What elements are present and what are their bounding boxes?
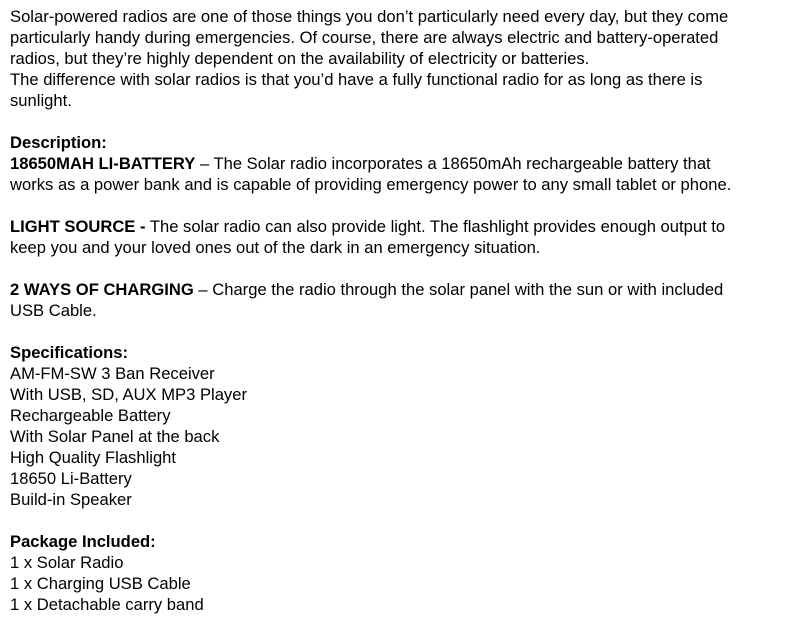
intro-line: particularly handy during emergencies. Of course, there are always electric and battery-operated	[10, 28, 719, 47]
list-item: AM-FM-SW 3 Ban Receiver	[10, 364, 215, 383]
light-feature-line	[10, 216, 811, 237]
specifications-list	[10, 363, 811, 510]
spacer	[10, 321, 811, 342]
battery-feature-line: works as a power bank and is capable of providing emergency power to any small tablet or phone.	[10, 175, 732, 194]
intro-line: radios, but they’re highly dependent on the availability of electricity or batteries.	[10, 49, 590, 68]
intro-line: Solar-powered radios are one of those things you don’t particularly need every day, but they come	[10, 7, 729, 26]
list-item: 1 x Solar Radio	[10, 553, 124, 572]
charging-feature-line: USB Cable.	[10, 301, 97, 320]
package-list	[10, 552, 811, 615]
battery-feature	[10, 153, 811, 195]
battery-feature-title: 18650MAH LI-BATTERY	[10, 154, 196, 173]
light-feature-text: The solar radio can also provide light. The flashlight provides enough output to	[145, 217, 726, 236]
light-feature-title: LIGHT SOURCE -	[10, 217, 146, 236]
spacer	[10, 111, 811, 132]
spacer	[10, 258, 811, 279]
battery-feature-text: – The Solar radio incorporates a 18650mAh rechargeable battery that	[195, 154, 711, 173]
list-item: Build-in Speaker	[10, 490, 132, 509]
spacer	[10, 195, 811, 216]
package-heading: Package Included:	[10, 532, 156, 551]
intro-line: sunlight.	[10, 91, 72, 110]
charging-feature-text: – Charge the radio through the solar panel with the sun or with included	[193, 280, 724, 299]
charging-feature-title: 2 WAYS OF CHARGING	[10, 280, 194, 299]
list-item: With Solar Panel at the back	[10, 427, 220, 446]
charging-feature	[10, 279, 811, 321]
specifications-heading: Specifications:	[10, 343, 129, 362]
list-item: Rechargeable Battery	[10, 406, 171, 425]
charging-feature-line	[10, 279, 811, 300]
list-item: 1 x Charging USB Cable	[10, 574, 191, 593]
light-feature	[10, 216, 811, 258]
description-heading: Description:	[10, 133, 107, 152]
spacer	[10, 510, 811, 531]
intro-paragraph	[10, 6, 811, 111]
list-item: With USB, SD, AUX MP3 Player	[10, 385, 247, 404]
intro-line: The difference with solar radios is that you’d have a fully functional radio for as long as there is	[10, 70, 703, 89]
light-feature-line: keep you and your loved ones out of the dark in an emergency situation.	[10, 238, 541, 257]
battery-feature-line	[10, 153, 811, 174]
list-item: High Quality Flashlight	[10, 448, 177, 467]
list-item: 1 x Detachable carry band	[10, 595, 204, 614]
list-item: 18650 Li-Battery	[10, 469, 132, 488]
